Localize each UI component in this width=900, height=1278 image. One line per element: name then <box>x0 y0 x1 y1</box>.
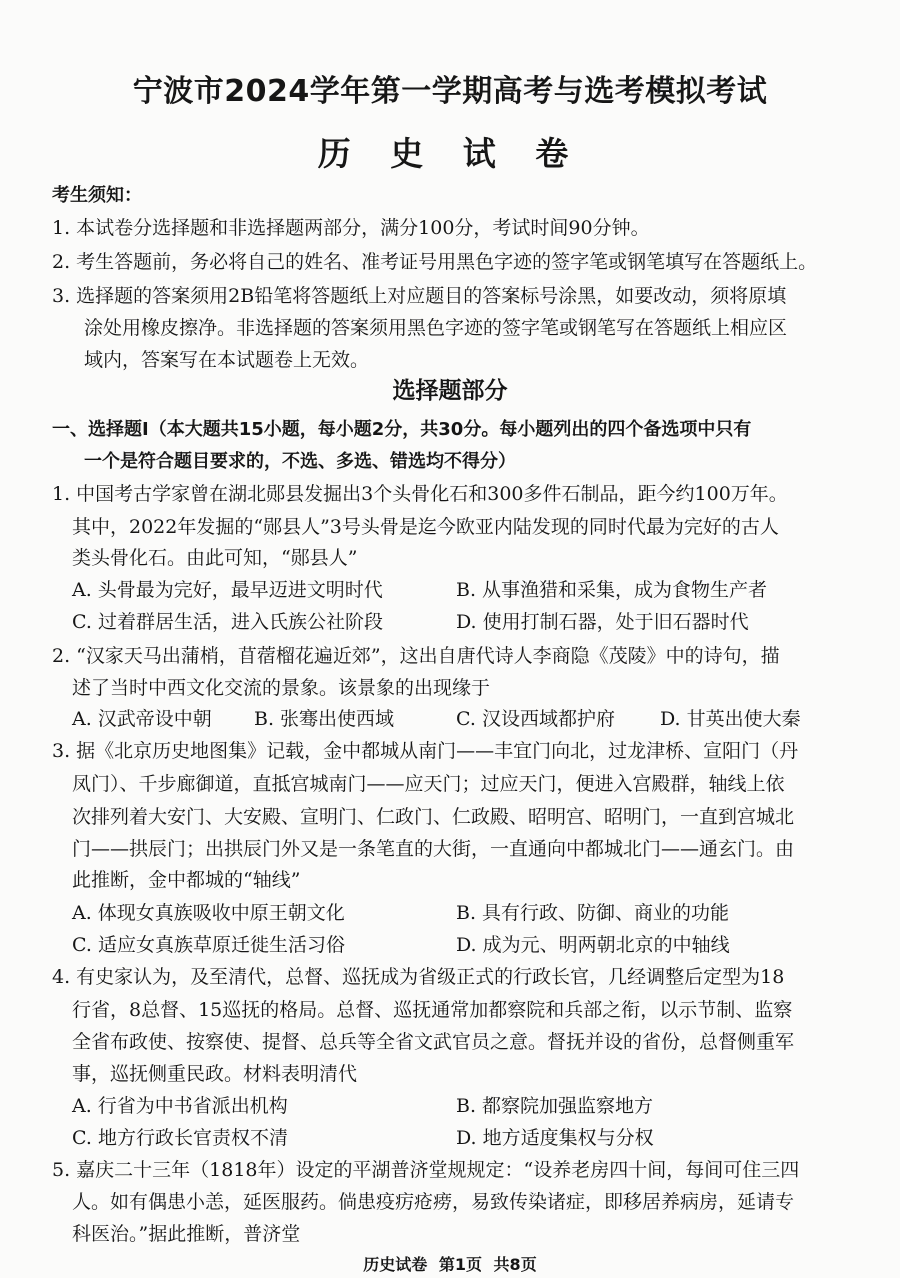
question-stem: 凤门）、千步廊御道，直抵宫城南门——应天门；过应天门，便进入宫殿群，轴线上依 <box>72 773 785 795</box>
option-a[interactable]: A. 头骨最为完好，最早迈进文明时代 <box>72 579 383 601</box>
question-stem: 1. 中国考古学家曾在湖北郧县发掘出3个头骨化石和300多件石制品，距今约100万年。 <box>52 483 788 505</box>
question-stem: 4. 有史家认为，及至清代，总督、巡抚成为省级正式的行政长官，几经调整后定型为18 <box>52 966 785 988</box>
notice-item: 2. 考生答题前，务必将自己的姓名、准考证号用黑色字迹的签字笔或钢笔填写在答题纸上。 <box>52 251 818 273</box>
notice-heading: 考生须知： <box>52 185 142 206</box>
option-d[interactable]: D. 使用打制石器，处于旧石器时代 <box>456 611 749 633</box>
option-c[interactable]: C. 汉设西域都护府 <box>456 708 615 730</box>
question-stem: 5. 嘉庆二十三年（1818年）设定的平湖普济堂规规定：“设养老房四十间，每间可住三四 <box>52 1159 800 1181</box>
question-stem: 其中，2022年发掘的“郧县人”3号头骨是迄今欧亚内陆发现的同时代最为完好的古人 <box>72 516 779 538</box>
option-a[interactable]: A. 体现女真族吸收中原王朝文化 <box>72 902 345 924</box>
question-stem: 行省，8总督、15巡抚的格局。总督、巡抚通常加都察院和兵部之衔，以示节制、监察 <box>72 999 793 1021</box>
question-stem: 人。如有偶患小恙，延医服药。倘患疫疠疮痨，易致传染诸症，即移居养病房，延请专 <box>72 1191 795 1213</box>
option-b[interactable]: B. 都察院加强监察地方 <box>456 1095 654 1117</box>
option-c[interactable]: C. 适应女真族草原迁徙生活习俗 <box>72 934 345 956</box>
option-d[interactable]: D. 地方适度集权与分权 <box>456 1127 654 1149</box>
notice-item: 域内，答案写在本试题卷上无效。 <box>84 349 370 371</box>
question-stem: 类头骨化石。由此可知，“郧县人” <box>72 547 358 569</box>
question-stem: 全省布政使、按察使、提督、总兵等全省文武官员之意。督抚并设的省份，总督侧重军 <box>72 1031 795 1053</box>
question-stem: 门——拱辰门；出拱辰门外又是一条笔直的大街，一直通向中都城北门——通玄门。由 <box>72 838 795 860</box>
option-d[interactable]: D. 成为元、明两朝北京的中轴线 <box>456 934 730 956</box>
question-stem: 2. “汉家天马出蒲梢，苜蓿榴花遍近郊”，这出自唐代诗人李商隐《茂陵》中的诗句，描 <box>52 645 780 667</box>
question-stem: 次排列着大安门、大安殿、宣明门、仁政门、仁政殿、昭明宫、昭明门，一直到宫城北 <box>72 806 795 828</box>
question-stem: 述了当时中西文化交流的景象。该景象的出现缘于 <box>72 677 491 699</box>
section-instruction: 一、选择题Ⅰ（本大题共15小题，每小题2分，共30分。每小题列出的四个备选项中只有 <box>52 419 752 440</box>
page-footer: 历史试卷 第1页 共8页 <box>363 1255 537 1274</box>
question-stem: 科医治。”据此推断，普济堂 <box>72 1223 301 1245</box>
exam-title: 宁波市2024学年第一学期高考与选考模拟考试 <box>132 74 768 109</box>
option-b[interactable]: B. 从事渔猎和采集，成为食物生产者 <box>456 579 768 601</box>
notice-item: 3. 选择题的答案须用2B铅笔将答题纸上对应题目的答案标号涂黑，如要改动，须将原填 <box>52 285 787 307</box>
option-b[interactable]: B. 张骞出使西域 <box>254 708 395 730</box>
option-b[interactable]: B. 具有行政、防御、商业的功能 <box>456 902 730 924</box>
subject-title: 历 史 试 卷 <box>317 134 583 173</box>
notice-item: 1. 本试卷分选择题和非选择题两部分，满分100分，考试时间90分钟。 <box>52 217 650 239</box>
section-title: 选择题部分 <box>392 378 508 404</box>
option-c[interactable]: C. 地方行政长官责权不清 <box>72 1127 288 1149</box>
option-c[interactable]: C. 过着群居生活，进入氏族公社阶段 <box>72 611 383 633</box>
option-a[interactable]: A. 汉武帝设中朝 <box>72 708 212 730</box>
question-stem: 此推断，金中都城的“轴线” <box>72 869 301 891</box>
section-instruction: 一个是符合题目要求的，不选、多选、错选均不得分） <box>84 451 516 472</box>
notice-item: 涂处用橡皮擦净。非选择题的答案须用黑色字迹的签字笔或钢笔写在答题纸上相应区 <box>84 317 788 339</box>
question-stem: 3. 据《北京历史地图集》记载，金中都城从南门——丰宜门向北，过龙津桥、宣阳门（丹 <box>52 740 799 762</box>
option-a[interactable]: A. 行省为中书省派出机构 <box>72 1095 288 1117</box>
question-stem: 事，巡抚侧重民政。材料表明清代 <box>72 1063 358 1085</box>
option-d[interactable]: D. 甘英出使大秦 <box>660 708 801 730</box>
